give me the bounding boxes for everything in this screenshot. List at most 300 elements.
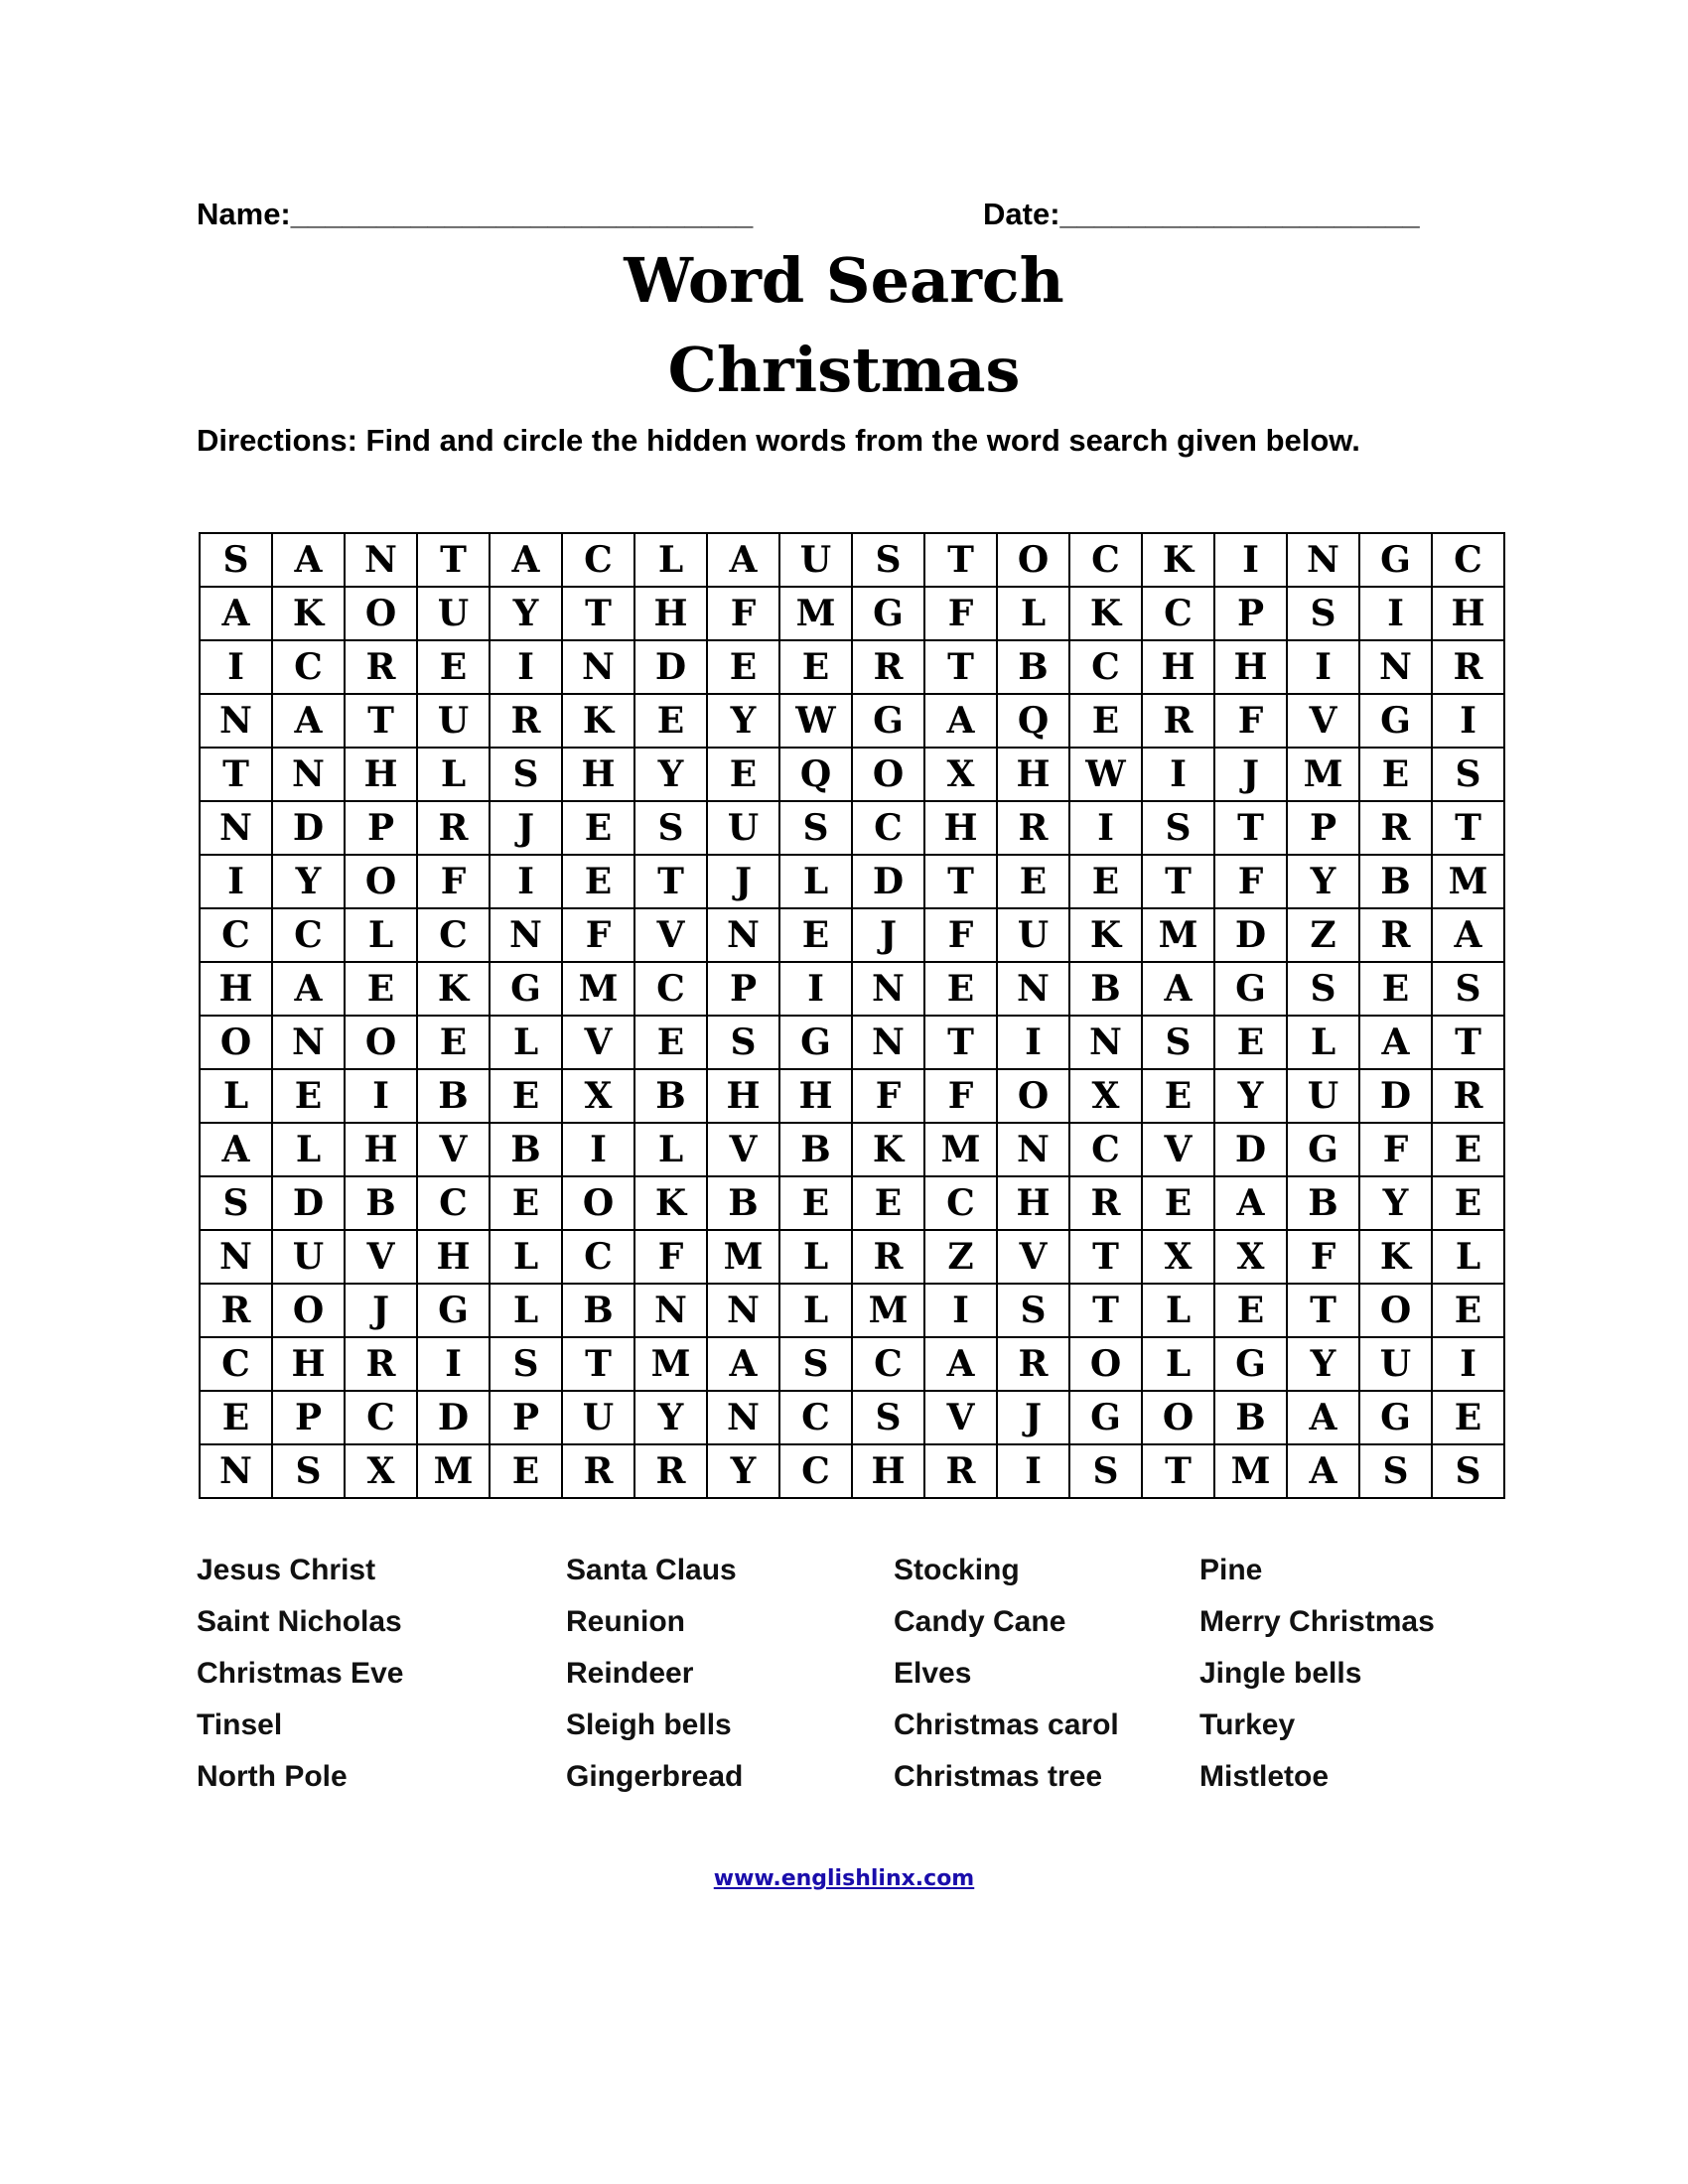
grid-cell[interactable]: H bbox=[997, 1176, 1069, 1230]
grid-cell[interactable]: N bbox=[1359, 640, 1432, 694]
grid-cell[interactable]: R bbox=[417, 801, 490, 855]
grid-cell[interactable]: F bbox=[1214, 855, 1287, 908]
grid-cell[interactable]: N bbox=[852, 1016, 924, 1069]
grid-cell[interactable]: E bbox=[924, 962, 997, 1016]
grid-cell[interactable]: O bbox=[345, 1016, 417, 1069]
grid-cell[interactable]: O bbox=[1069, 1337, 1142, 1391]
grid-cell[interactable]: L bbox=[490, 1284, 562, 1337]
grid-cell[interactable]: L bbox=[1142, 1337, 1214, 1391]
grid-cell[interactable]: S bbox=[1142, 801, 1214, 855]
grid-cell[interactable]: O bbox=[997, 1069, 1069, 1123]
grid-cell[interactable]: T bbox=[1287, 1284, 1359, 1337]
grid-cell[interactable]: S bbox=[779, 801, 852, 855]
grid-cell[interactable]: Z bbox=[1287, 908, 1359, 962]
grid-cell[interactable]: I bbox=[562, 1123, 634, 1176]
grid-cell[interactable]: G bbox=[490, 962, 562, 1016]
grid-cell[interactable]: X bbox=[562, 1069, 634, 1123]
grid-cell[interactable]: S bbox=[1287, 587, 1359, 640]
grid-cell[interactable]: R bbox=[1142, 694, 1214, 748]
grid-cell[interactable]: S bbox=[707, 1016, 779, 1069]
grid-cell[interactable]: E bbox=[1214, 1016, 1287, 1069]
grid-cell[interactable]: T bbox=[1214, 801, 1287, 855]
grid-cell[interactable]: N bbox=[345, 533, 417, 587]
grid-cell[interactable]: P bbox=[707, 962, 779, 1016]
grid-cell[interactable]: I bbox=[1214, 533, 1287, 587]
grid-cell[interactable]: C bbox=[779, 1391, 852, 1444]
grid-cell[interactable]: R bbox=[924, 1444, 997, 1498]
grid-cell[interactable]: V bbox=[345, 1230, 417, 1284]
grid-cell[interactable]: F bbox=[1287, 1230, 1359, 1284]
grid-cell[interactable]: D bbox=[417, 1391, 490, 1444]
grid-cell[interactable]: A bbox=[1432, 908, 1504, 962]
grid-cell[interactable]: C bbox=[852, 1337, 924, 1391]
grid-cell[interactable]: X bbox=[1142, 1230, 1214, 1284]
grid-cell[interactable]: I bbox=[1287, 640, 1359, 694]
grid-cell[interactable]: O bbox=[852, 748, 924, 801]
grid-cell[interactable]: N bbox=[200, 1230, 272, 1284]
grid-cell[interactable]: Y bbox=[272, 855, 345, 908]
grid-cell[interactable]: C bbox=[1142, 587, 1214, 640]
grid-cell[interactable]: U bbox=[417, 694, 490, 748]
grid-cell[interactable]: V bbox=[417, 1123, 490, 1176]
grid-cell[interactable]: I bbox=[1142, 748, 1214, 801]
grid-cell[interactable]: L bbox=[997, 587, 1069, 640]
grid-cell[interactable]: I bbox=[417, 1337, 490, 1391]
grid-cell[interactable]: V bbox=[562, 1016, 634, 1069]
grid-cell[interactable]: I bbox=[997, 1444, 1069, 1498]
grid-cell[interactable]: R bbox=[852, 640, 924, 694]
grid-cell[interactable]: G bbox=[1214, 1337, 1287, 1391]
grid-cell[interactable]: S bbox=[1432, 748, 1504, 801]
grid-cell[interactable]: L bbox=[634, 1123, 707, 1176]
grid-cell[interactable]: J bbox=[707, 855, 779, 908]
grid-cell[interactable]: A bbox=[272, 694, 345, 748]
grid-cell[interactable]: L bbox=[490, 1230, 562, 1284]
grid-cell[interactable]: W bbox=[779, 694, 852, 748]
grid-cell[interactable]: U bbox=[779, 533, 852, 587]
footer-website-link[interactable]: www.englishlinx.com bbox=[713, 1866, 975, 1891]
grid-cell[interactable]: N bbox=[707, 1284, 779, 1337]
grid-cell[interactable]: V bbox=[924, 1391, 997, 1444]
grid-cell[interactable]: H bbox=[345, 1123, 417, 1176]
grid-cell[interactable]: N bbox=[200, 694, 272, 748]
grid-cell[interactable]: K bbox=[1069, 908, 1142, 962]
grid-cell[interactable]: O bbox=[345, 855, 417, 908]
grid-cell[interactable]: Y bbox=[707, 1444, 779, 1498]
grid-cell[interactable]: T bbox=[924, 1016, 997, 1069]
grid-cell[interactable]: R bbox=[345, 1337, 417, 1391]
grid-cell[interactable]: O bbox=[200, 1016, 272, 1069]
grid-cell[interactable]: E bbox=[345, 962, 417, 1016]
grid-cell[interactable]: E bbox=[417, 1016, 490, 1069]
grid-cell[interactable]: B bbox=[634, 1069, 707, 1123]
grid-cell[interactable]: J bbox=[1214, 748, 1287, 801]
grid-cell[interactable]: T bbox=[924, 855, 997, 908]
grid-cell[interactable]: M bbox=[924, 1123, 997, 1176]
grid-cell[interactable]: C bbox=[1432, 533, 1504, 587]
grid-cell[interactable]: E bbox=[1432, 1176, 1504, 1230]
grid-cell[interactable]: E bbox=[1069, 694, 1142, 748]
grid-cell[interactable]: U bbox=[562, 1391, 634, 1444]
grid-cell[interactable]: I bbox=[490, 855, 562, 908]
grid-cell[interactable]: F bbox=[924, 587, 997, 640]
grid-cell[interactable]: E bbox=[779, 1176, 852, 1230]
grid-cell[interactable]: R bbox=[1359, 801, 1432, 855]
grid-cell[interactable]: B bbox=[1214, 1391, 1287, 1444]
grid-cell[interactable]: R bbox=[490, 694, 562, 748]
grid-cell[interactable]: A bbox=[1287, 1444, 1359, 1498]
grid-cell[interactable]: U bbox=[417, 587, 490, 640]
grid-cell[interactable]: E bbox=[779, 640, 852, 694]
grid-cell[interactable]: Q bbox=[779, 748, 852, 801]
grid-cell[interactable]: T bbox=[1432, 1016, 1504, 1069]
grid-cell[interactable]: R bbox=[1432, 1069, 1504, 1123]
grid-cell[interactable]: V bbox=[1287, 694, 1359, 748]
grid-cell[interactable]: D bbox=[1214, 908, 1287, 962]
grid-cell[interactable]: S bbox=[852, 533, 924, 587]
grid-cell[interactable]: H bbox=[997, 748, 1069, 801]
grid-cell[interactable]: D bbox=[272, 1176, 345, 1230]
grid-cell[interactable]: F bbox=[852, 1069, 924, 1123]
grid-cell[interactable]: L bbox=[200, 1069, 272, 1123]
grid-cell[interactable]: B bbox=[490, 1123, 562, 1176]
grid-cell[interactable]: S bbox=[1432, 962, 1504, 1016]
grid-cell[interactable]: G bbox=[1359, 694, 1432, 748]
grid-cell[interactable]: L bbox=[1432, 1230, 1504, 1284]
grid-cell[interactable]: D bbox=[1359, 1069, 1432, 1123]
grid-cell[interactable]: K bbox=[1359, 1230, 1432, 1284]
grid-cell[interactable]: P bbox=[272, 1391, 345, 1444]
grid-cell[interactable]: F bbox=[1214, 694, 1287, 748]
grid-cell[interactable]: S bbox=[200, 533, 272, 587]
grid-cell[interactable]: I bbox=[1359, 587, 1432, 640]
grid-cell[interactable]: S bbox=[1359, 1444, 1432, 1498]
grid-cell[interactable]: P bbox=[345, 801, 417, 855]
grid-cell[interactable]: I bbox=[200, 640, 272, 694]
grid-cell[interactable]: T bbox=[417, 533, 490, 587]
grid-cell[interactable]: C bbox=[1069, 640, 1142, 694]
grid-cell[interactable]: R bbox=[562, 1444, 634, 1498]
grid-cell[interactable]: S bbox=[1287, 962, 1359, 1016]
grid-cell[interactable]: K bbox=[417, 962, 490, 1016]
grid-cell[interactable]: S bbox=[852, 1391, 924, 1444]
grid-cell[interactable]: N bbox=[1069, 1016, 1142, 1069]
grid-cell[interactable]: S bbox=[1432, 1444, 1504, 1498]
grid-cell[interactable]: B bbox=[345, 1176, 417, 1230]
grid-cell[interactable]: A bbox=[272, 533, 345, 587]
grid-cell[interactable]: E bbox=[852, 1176, 924, 1230]
grid-cell[interactable]: L bbox=[345, 908, 417, 962]
grid-cell[interactable]: G bbox=[1359, 533, 1432, 587]
grid-cell[interactable]: P bbox=[490, 1391, 562, 1444]
grid-cell[interactable]: C bbox=[779, 1444, 852, 1498]
grid-cell[interactable]: Y bbox=[490, 587, 562, 640]
grid-cell[interactable]: E bbox=[1142, 1176, 1214, 1230]
grid-cell[interactable]: I bbox=[997, 1016, 1069, 1069]
grid-cell[interactable]: T bbox=[1069, 1284, 1142, 1337]
grid-cell[interactable]: T bbox=[924, 533, 997, 587]
grid-cell[interactable]: B bbox=[779, 1123, 852, 1176]
grid-cell[interactable]: M bbox=[1432, 855, 1504, 908]
grid-cell[interactable]: C bbox=[1069, 533, 1142, 587]
grid-cell[interactable]: N bbox=[490, 908, 562, 962]
grid-cell[interactable]: O bbox=[562, 1176, 634, 1230]
grid-cell[interactable]: D bbox=[634, 640, 707, 694]
grid-cell[interactable]: A bbox=[200, 587, 272, 640]
grid-cell[interactable]: S bbox=[634, 801, 707, 855]
grid-cell[interactable]: A bbox=[272, 962, 345, 1016]
grid-cell[interactable]: K bbox=[1069, 587, 1142, 640]
grid-cell[interactable]: V bbox=[634, 908, 707, 962]
grid-cell[interactable]: E bbox=[634, 694, 707, 748]
grid-cell[interactable]: D bbox=[852, 855, 924, 908]
grid-cell[interactable]: H bbox=[1142, 640, 1214, 694]
grid-cell[interactable]: U bbox=[707, 801, 779, 855]
grid-cell[interactable]: T bbox=[562, 587, 634, 640]
grid-cell[interactable]: E bbox=[417, 640, 490, 694]
grid-cell[interactable]: E bbox=[490, 1069, 562, 1123]
grid-cell[interactable]: T bbox=[345, 694, 417, 748]
grid-cell[interactable]: C bbox=[1069, 1123, 1142, 1176]
grid-cell[interactable]: E bbox=[490, 1444, 562, 1498]
grid-cell[interactable]: T bbox=[924, 640, 997, 694]
grid-cell[interactable]: K bbox=[1142, 533, 1214, 587]
grid-cell[interactable]: S bbox=[272, 1444, 345, 1498]
grid-cell[interactable]: B bbox=[707, 1176, 779, 1230]
grid-cell[interactable]: T bbox=[1069, 1230, 1142, 1284]
grid-cell[interactable]: O bbox=[997, 533, 1069, 587]
grid-cell[interactable]: D bbox=[272, 801, 345, 855]
grid-cell[interactable]: I bbox=[1432, 694, 1504, 748]
grid-cell[interactable]: E bbox=[634, 1016, 707, 1069]
grid-cell[interactable]: C bbox=[200, 908, 272, 962]
grid-cell[interactable]: G bbox=[1287, 1123, 1359, 1176]
grid-cell[interactable]: N bbox=[562, 640, 634, 694]
grid-cell[interactable]: C bbox=[200, 1337, 272, 1391]
grid-cell[interactable]: L bbox=[634, 533, 707, 587]
grid-cell[interactable]: A bbox=[1214, 1176, 1287, 1230]
grid-cell[interactable]: L bbox=[1287, 1016, 1359, 1069]
grid-cell[interactable]: U bbox=[997, 908, 1069, 962]
grid-cell[interactable]: G bbox=[1069, 1391, 1142, 1444]
grid-cell[interactable]: G bbox=[852, 587, 924, 640]
grid-cell[interactable]: A bbox=[1287, 1391, 1359, 1444]
grid-cell[interactable]: N bbox=[200, 801, 272, 855]
grid-cell[interactable]: A bbox=[924, 1337, 997, 1391]
grid-cell[interactable]: H bbox=[852, 1444, 924, 1498]
grid-cell[interactable]: R bbox=[345, 640, 417, 694]
grid-cell[interactable]: P bbox=[1287, 801, 1359, 855]
grid-cell[interactable]: X bbox=[1069, 1069, 1142, 1123]
grid-cell[interactable]: T bbox=[634, 855, 707, 908]
grid-cell[interactable]: F bbox=[634, 1230, 707, 1284]
grid-cell[interactable]: E bbox=[200, 1391, 272, 1444]
grid-cell[interactable]: L bbox=[272, 1123, 345, 1176]
grid-cell[interactable]: N bbox=[852, 962, 924, 1016]
grid-cell[interactable]: I bbox=[345, 1069, 417, 1123]
grid-cell[interactable]: G bbox=[417, 1284, 490, 1337]
grid-cell[interactable]: J bbox=[852, 908, 924, 962]
grid-cell[interactable]: N bbox=[272, 748, 345, 801]
grid-cell[interactable]: V bbox=[1142, 1123, 1214, 1176]
grid-cell[interactable]: T bbox=[200, 748, 272, 801]
grid-cell[interactable]: O bbox=[345, 587, 417, 640]
grid-cell[interactable]: I bbox=[1432, 1337, 1504, 1391]
grid-cell[interactable]: N bbox=[1287, 533, 1359, 587]
grid-cell[interactable]: C bbox=[924, 1176, 997, 1230]
grid-cell[interactable]: B bbox=[1069, 962, 1142, 1016]
grid-cell[interactable]: K bbox=[272, 587, 345, 640]
grid-cell[interactable]: X bbox=[345, 1444, 417, 1498]
grid-cell[interactable]: E bbox=[1214, 1284, 1287, 1337]
grid-cell[interactable]: C bbox=[562, 533, 634, 587]
grid-cell[interactable]: H bbox=[1214, 640, 1287, 694]
grid-cell[interactable]: T bbox=[1142, 1444, 1214, 1498]
grid-cell[interactable]: I bbox=[1069, 801, 1142, 855]
grid-cell[interactable]: C bbox=[417, 1176, 490, 1230]
grid-cell[interactable]: R bbox=[997, 801, 1069, 855]
grid-cell[interactable]: S bbox=[490, 748, 562, 801]
grid-cell[interactable]: N bbox=[272, 1016, 345, 1069]
grid-cell[interactable]: R bbox=[997, 1337, 1069, 1391]
grid-cell[interactable]: G bbox=[779, 1016, 852, 1069]
grid-cell[interactable]: V bbox=[707, 1123, 779, 1176]
grid-cell[interactable]: N bbox=[997, 1123, 1069, 1176]
grid-cell[interactable]: E bbox=[779, 908, 852, 962]
grid-cell[interactable]: N bbox=[707, 908, 779, 962]
grid-cell[interactable]: S bbox=[1069, 1444, 1142, 1498]
grid-cell[interactable]: H bbox=[924, 801, 997, 855]
grid-cell[interactable]: J bbox=[345, 1284, 417, 1337]
grid-cell[interactable]: Y bbox=[634, 748, 707, 801]
grid-cell[interactable]: I bbox=[924, 1284, 997, 1337]
grid-cell[interactable]: E bbox=[490, 1176, 562, 1230]
grid-cell[interactable]: C bbox=[562, 1230, 634, 1284]
grid-cell[interactable]: I bbox=[200, 855, 272, 908]
grid-cell[interactable]: L bbox=[779, 1284, 852, 1337]
grid-cell[interactable]: R bbox=[1069, 1176, 1142, 1230]
grid-cell[interactable]: R bbox=[852, 1230, 924, 1284]
grid-cell[interactable]: K bbox=[852, 1123, 924, 1176]
grid-cell[interactable]: A bbox=[1142, 962, 1214, 1016]
grid-cell[interactable]: O bbox=[1359, 1284, 1432, 1337]
grid-cell[interactable]: Y bbox=[1214, 1069, 1287, 1123]
grid-cell[interactable]: M bbox=[1142, 908, 1214, 962]
grid-cell[interactable]: A bbox=[707, 1337, 779, 1391]
grid-cell[interactable]: H bbox=[272, 1337, 345, 1391]
grid-cell[interactable]: L bbox=[779, 1230, 852, 1284]
grid-cell[interactable]: F bbox=[417, 855, 490, 908]
grid-cell[interactable]: C bbox=[345, 1391, 417, 1444]
grid-cell[interactable]: R bbox=[1359, 908, 1432, 962]
grid-cell[interactable]: Y bbox=[1359, 1176, 1432, 1230]
grid-cell[interactable]: A bbox=[490, 533, 562, 587]
grid-cell[interactable]: R bbox=[1432, 640, 1504, 694]
grid-cell[interactable]: U bbox=[272, 1230, 345, 1284]
grid-cell[interactable]: L bbox=[1142, 1284, 1214, 1337]
grid-cell[interactable]: J bbox=[997, 1391, 1069, 1444]
grid-cell[interactable]: F bbox=[924, 1069, 997, 1123]
grid-cell[interactable]: C bbox=[272, 640, 345, 694]
grid-cell[interactable]: C bbox=[272, 908, 345, 962]
grid-cell[interactable]: A bbox=[1359, 1016, 1432, 1069]
grid-cell[interactable]: M bbox=[1287, 748, 1359, 801]
grid-cell[interactable]: E bbox=[1432, 1123, 1504, 1176]
grid-cell[interactable]: X bbox=[1214, 1230, 1287, 1284]
grid-cell[interactable]: R bbox=[634, 1444, 707, 1498]
grid-cell[interactable]: T bbox=[1142, 855, 1214, 908]
grid-cell[interactable]: U bbox=[1287, 1069, 1359, 1123]
grid-cell[interactable]: O bbox=[1142, 1391, 1214, 1444]
grid-cell[interactable]: A bbox=[924, 694, 997, 748]
grid-cell[interactable]: F bbox=[1359, 1123, 1432, 1176]
grid-cell[interactable]: Y bbox=[707, 694, 779, 748]
grid-cell[interactable]: A bbox=[707, 533, 779, 587]
grid-cell[interactable]: H bbox=[1432, 587, 1504, 640]
grid-cell[interactable]: H bbox=[634, 587, 707, 640]
grid-cell[interactable]: D bbox=[1214, 1123, 1287, 1176]
grid-cell[interactable]: K bbox=[562, 694, 634, 748]
grid-cell[interactable]: H bbox=[345, 748, 417, 801]
grid-cell[interactable]: E bbox=[1359, 748, 1432, 801]
grid-cell[interactable]: N bbox=[707, 1391, 779, 1444]
grid-cell[interactable]: H bbox=[707, 1069, 779, 1123]
grid-cell[interactable]: E bbox=[997, 855, 1069, 908]
grid-cell[interactable]: N bbox=[634, 1284, 707, 1337]
grid-cell[interactable]: C bbox=[417, 908, 490, 962]
grid-cell[interactable]: Y bbox=[1287, 1337, 1359, 1391]
grid-cell[interactable]: M bbox=[707, 1230, 779, 1284]
grid-cell[interactable]: M bbox=[1214, 1444, 1287, 1498]
grid-cell[interactable]: Q bbox=[997, 694, 1069, 748]
grid-cell[interactable]: A bbox=[200, 1123, 272, 1176]
grid-cell[interactable]: C bbox=[634, 962, 707, 1016]
grid-cell[interactable]: E bbox=[1359, 962, 1432, 1016]
grid-cell[interactable]: E bbox=[1069, 855, 1142, 908]
grid-cell[interactable]: L bbox=[417, 748, 490, 801]
grid-cell[interactable]: X bbox=[924, 748, 997, 801]
grid-cell[interactable]: H bbox=[417, 1230, 490, 1284]
grid-cell[interactable]: E bbox=[707, 640, 779, 694]
grid-cell[interactable]: Z bbox=[924, 1230, 997, 1284]
grid-cell[interactable]: T bbox=[562, 1337, 634, 1391]
grid-cell[interactable]: J bbox=[490, 801, 562, 855]
grid-cell[interactable]: S bbox=[490, 1337, 562, 1391]
grid-cell[interactable]: B bbox=[1287, 1176, 1359, 1230]
grid-cell[interactable]: M bbox=[852, 1284, 924, 1337]
grid-cell[interactable]: E bbox=[1142, 1069, 1214, 1123]
grid-cell[interactable]: B bbox=[562, 1284, 634, 1337]
grid-cell[interactable]: S bbox=[997, 1284, 1069, 1337]
grid-cell[interactable]: Y bbox=[1287, 855, 1359, 908]
grid-cell[interactable]: B bbox=[417, 1069, 490, 1123]
grid-cell[interactable]: H bbox=[562, 748, 634, 801]
grid-cell[interactable]: U bbox=[1359, 1337, 1432, 1391]
grid-cell[interactable]: O bbox=[272, 1284, 345, 1337]
grid-cell[interactable]: K bbox=[634, 1176, 707, 1230]
grid-cell[interactable]: L bbox=[490, 1016, 562, 1069]
grid-cell[interactable]: R bbox=[200, 1284, 272, 1337]
grid-cell[interactable]: E bbox=[707, 748, 779, 801]
grid-cell[interactable]: M bbox=[779, 587, 852, 640]
grid-cell[interactable]: E bbox=[562, 855, 634, 908]
grid-cell[interactable]: F bbox=[707, 587, 779, 640]
grid-cell[interactable]: E bbox=[562, 801, 634, 855]
grid-cell[interactable]: V bbox=[997, 1230, 1069, 1284]
grid-cell[interactable]: M bbox=[634, 1337, 707, 1391]
grid-cell[interactable]: T bbox=[1432, 801, 1504, 855]
grid-cell[interactable]: H bbox=[779, 1069, 852, 1123]
